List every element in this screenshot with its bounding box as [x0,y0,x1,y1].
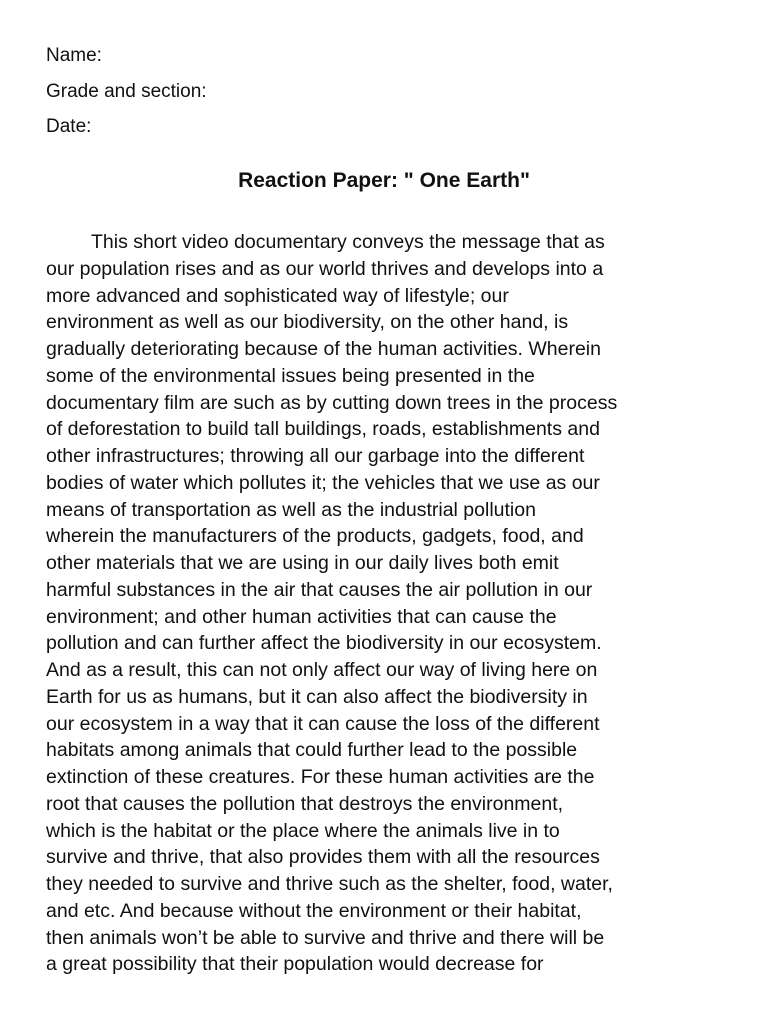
body-line: they needed to survive and thrive such as the shelter, food, water, [46,873,613,895]
body-line: harmful substances in the air that causes the air pollution in our [46,578,593,601]
body-line: our population rises and as our world thrives and develops into a [46,257,604,280]
body-line: other materials that we are using in our daily lives both emit [46,552,559,574]
body-line: bodies of water which pollutes it; the vehicles that we use as our [46,471,600,494]
body-line: Earth for us as humans, but it can also affect the biodiversity in [46,685,588,708]
body-line: pollution and can further affect the biodiversity in our ecosystem. [46,632,602,655]
body-line: other infrastructures; throwing all our garbage into the different [46,445,585,467]
header-fields [46,38,726,145]
body-line: a great possibility that their population would decrease for [46,953,544,976]
document-title: Reaction Paper: " One Earth" [238,169,530,192]
body-line: habitats among animals that could further lead to the possible [46,739,578,762]
body-line: root that causes the pollution that destroys the environment, [46,792,564,815]
body-line: environment as well as our biodiversity, on the other hand, is [46,311,569,334]
grade-section-field-label: Grade and section: [46,80,207,102]
body-paragraph [46,229,736,978]
body-line: survive and thrive, that also provides them with all the resources [46,846,600,869]
body-line: and etc. And because without the environment or their habitat, [46,899,582,922]
name-field-label: Name: [46,45,102,66]
body-line: environment; and other human activities that can cause the [46,605,557,628]
body-line: which is the habitat or the place where the animals live in to [46,819,560,842]
body-line: some of the environmental issues being presented in the [46,364,535,387]
body-line: This short video documentary conveys the message that as [91,231,605,253]
body-line: our ecosystem in a way that it can cause the loss of the different [46,712,600,735]
body-line: of deforestation to build tall buildings, roads, establishments and [46,418,600,441]
body-line: extinction of these creatures. For these human activities are the [46,766,595,788]
body-line: wherein the manufacturers of the products, gadgets, food, and [46,525,584,548]
body-line: gradually deteriorating because of the human activities. Wherein [46,338,601,360]
body-line: more advanced and sophisticated way of lifestyle; our [46,284,509,307]
body-line: And as a result, this can not only affect our way of living here on [46,659,598,681]
body-line: means of transportation as well as the industrial pollution [46,498,536,521]
body-line: documentary film are such as by cutting down trees in the process [46,391,618,414]
body-line: then animals won’t be able to survive and thrive and there will be [46,926,605,949]
date-field-label: Date: [46,116,92,137]
